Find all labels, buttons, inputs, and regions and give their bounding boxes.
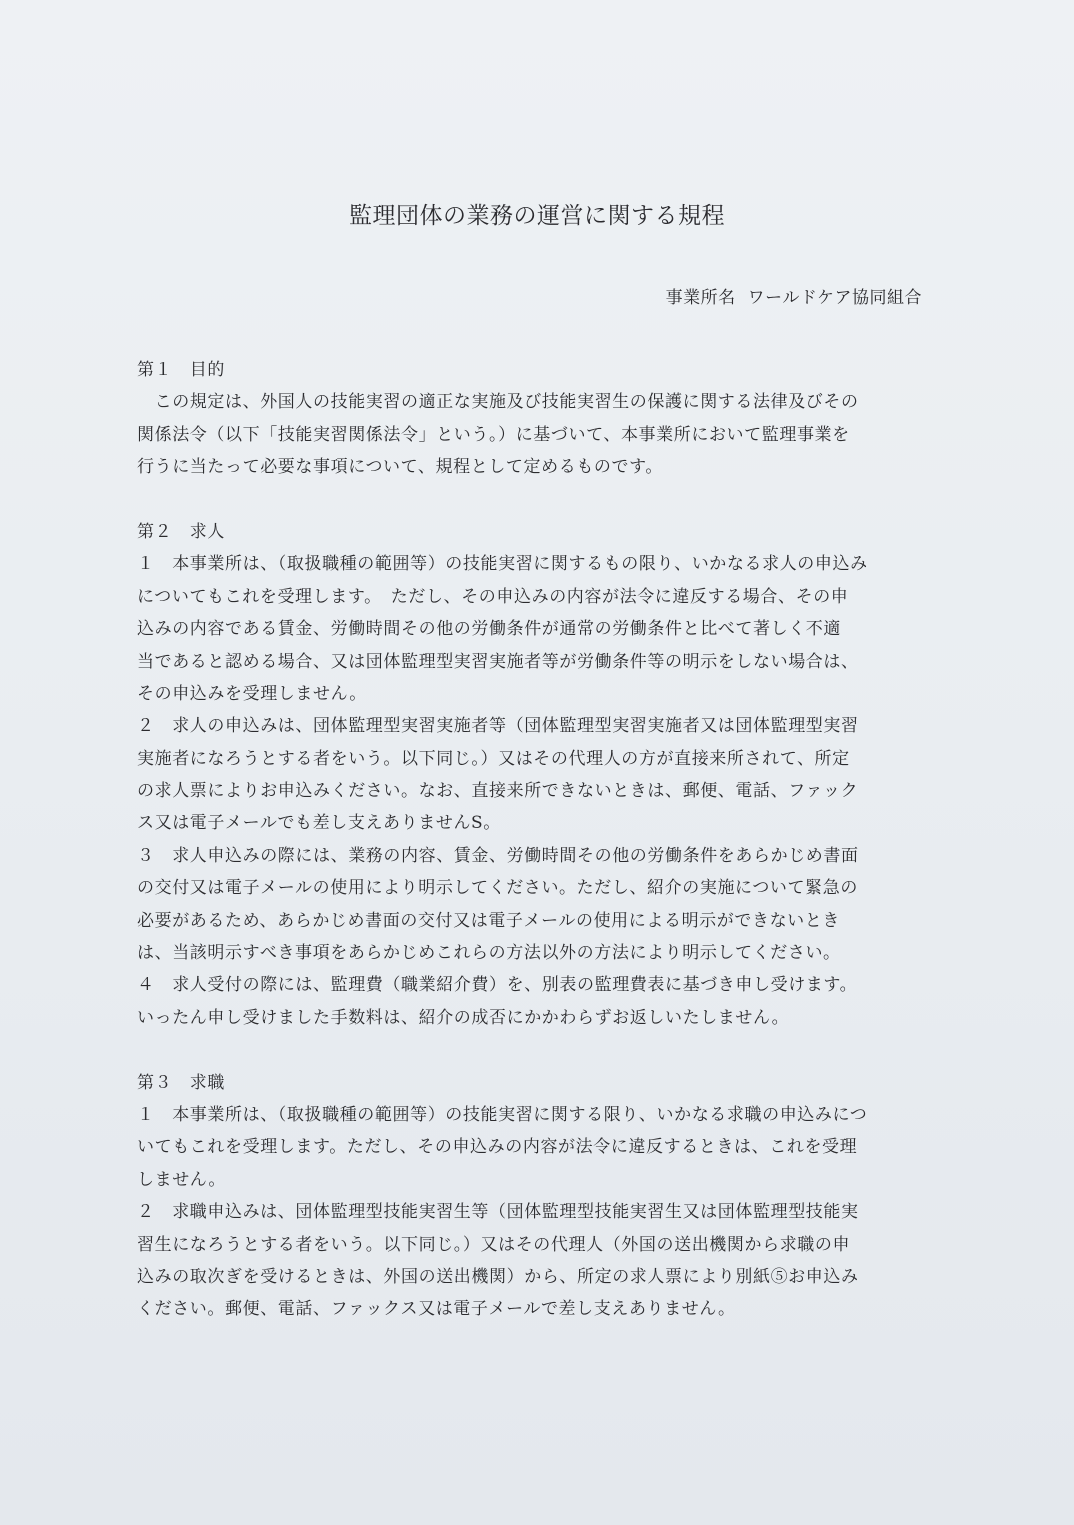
paragraph-line: 関係法令（以下「技能実習関係法令」という。）に基づいて、本事業所において監理事業を	[137, 424, 850, 445]
section-job-offers	[137, 516, 937, 1034]
paragraph-line: ２ 求職申込みは、団体監理型技能実習生等（団体監理型技能実習生又は団体監理型技能実	[137, 1202, 859, 1223]
paragraph-line: １ 本事業所は、（取扱職種の範囲等）の技能実習に関する限り、いかなる求職の申込みにつ	[137, 1104, 868, 1125]
paragraph-line: 込みの取次ぎを受けるときは、外国の送出機関）から、所定の求人票により別紙⑤お申込み	[137, 1266, 859, 1287]
paragraph-line: いてもこれを受理します。ただし、その申込みの内容が法令に違反するときは、これを受理	[137, 1137, 858, 1158]
paragraph-line: ２ 求人の申込みは、団体監理型実習実施者等（団体監理型実習実施者又は団体監理型実習	[137, 716, 859, 737]
paragraph-line: ス又は電子メールでも差し支えありませんS。	[137, 813, 501, 834]
section-job-seekers	[137, 1067, 937, 1326]
section-heading: 第３ 求職	[137, 1072, 225, 1093]
paragraph-line: 込みの内容である賃金、労働時間その他の労働条件が通常の労働条件と比べて著しく不適	[137, 619, 841, 640]
paragraph-line: いったん申し受けました手数料は、紹介の成否にかかわらずお返しいたしません。	[137, 1007, 790, 1028]
paragraph-line: １ 本事業所は、（取扱職種の範囲等）の技能実習に関するもの限り、いかなる求人の申込み	[137, 554, 868, 575]
paragraph-line: 習生になろうとする者をいう。以下同じ。）又はその代理人（外国の送出機関から求職の申	[137, 1234, 851, 1255]
section-gap	[137, 484, 937, 516]
section-heading: 第２ 求人	[137, 521, 225, 542]
paragraph-line: 実施者になろうとする者をいう。以下同じ。）又はその代理人の方が直接来所されて、所定	[137, 748, 850, 769]
paragraph-line: の交付又は電子メールの使用により明示してください。ただし、紹介の実施について緊急の	[137, 878, 858, 899]
paragraph-line: 行うに当たって必要な事項について、規程として定めるものです。	[137, 457, 663, 478]
paragraph-line: 必要があるため、あらかじめ書面の交付又は電子メールの使用による明示ができないとき	[137, 910, 840, 931]
document-title: 監理団体の業務の運営に関する規程	[349, 203, 725, 229]
paragraph-line: ４ 求人受付の際には、監理費（職業紹介費）を、別表の監理費表に基づき申し受けます。	[137, 975, 858, 996]
office-label: 事業所名	[665, 288, 736, 308]
paragraph-line: ください。郵便、電話、ファックス又は電子メールで差し支えありません。	[137, 1299, 736, 1320]
paragraph-line: その申込みを受理しません。	[137, 683, 367, 704]
paragraph-line: この規定は、外国人の技能実習の適正な実施及び技能実習生の保護に関する法律及びその	[137, 392, 859, 413]
paragraph-line: の求人票によりお申込みください。なお、直接来所できないときは、郵便、電話、ファック	[137, 781, 859, 802]
section-gap	[137, 1034, 937, 1066]
section-heading: 第１ 目的	[137, 360, 225, 380]
office-name: ワールドケア協同組合	[747, 288, 922, 308]
paragraph-line: 当であると認める場合、又は団体監理型実習実施者等が労働条件等の明示をしない場合は、	[137, 651, 859, 672]
document-body	[137, 354, 937, 1326]
paragraph-line: についてもこれを受理します。 ただし、その申込みの内容が法令に違反する場合、その申	[137, 586, 849, 607]
paragraph-line: ３ 求人申込みの際には、業務の内容、賃金、労働時間その他の労働条件をあらかじめ書面	[137, 845, 859, 866]
office-line	[666, 283, 922, 308]
paragraph-line: は、当該明示すべき事項をあらかじめこれらの方法以外の方法により明示してください。	[137, 943, 841, 964]
section-purpose	[137, 354, 937, 484]
paragraph-line: しません。	[137, 1169, 227, 1190]
